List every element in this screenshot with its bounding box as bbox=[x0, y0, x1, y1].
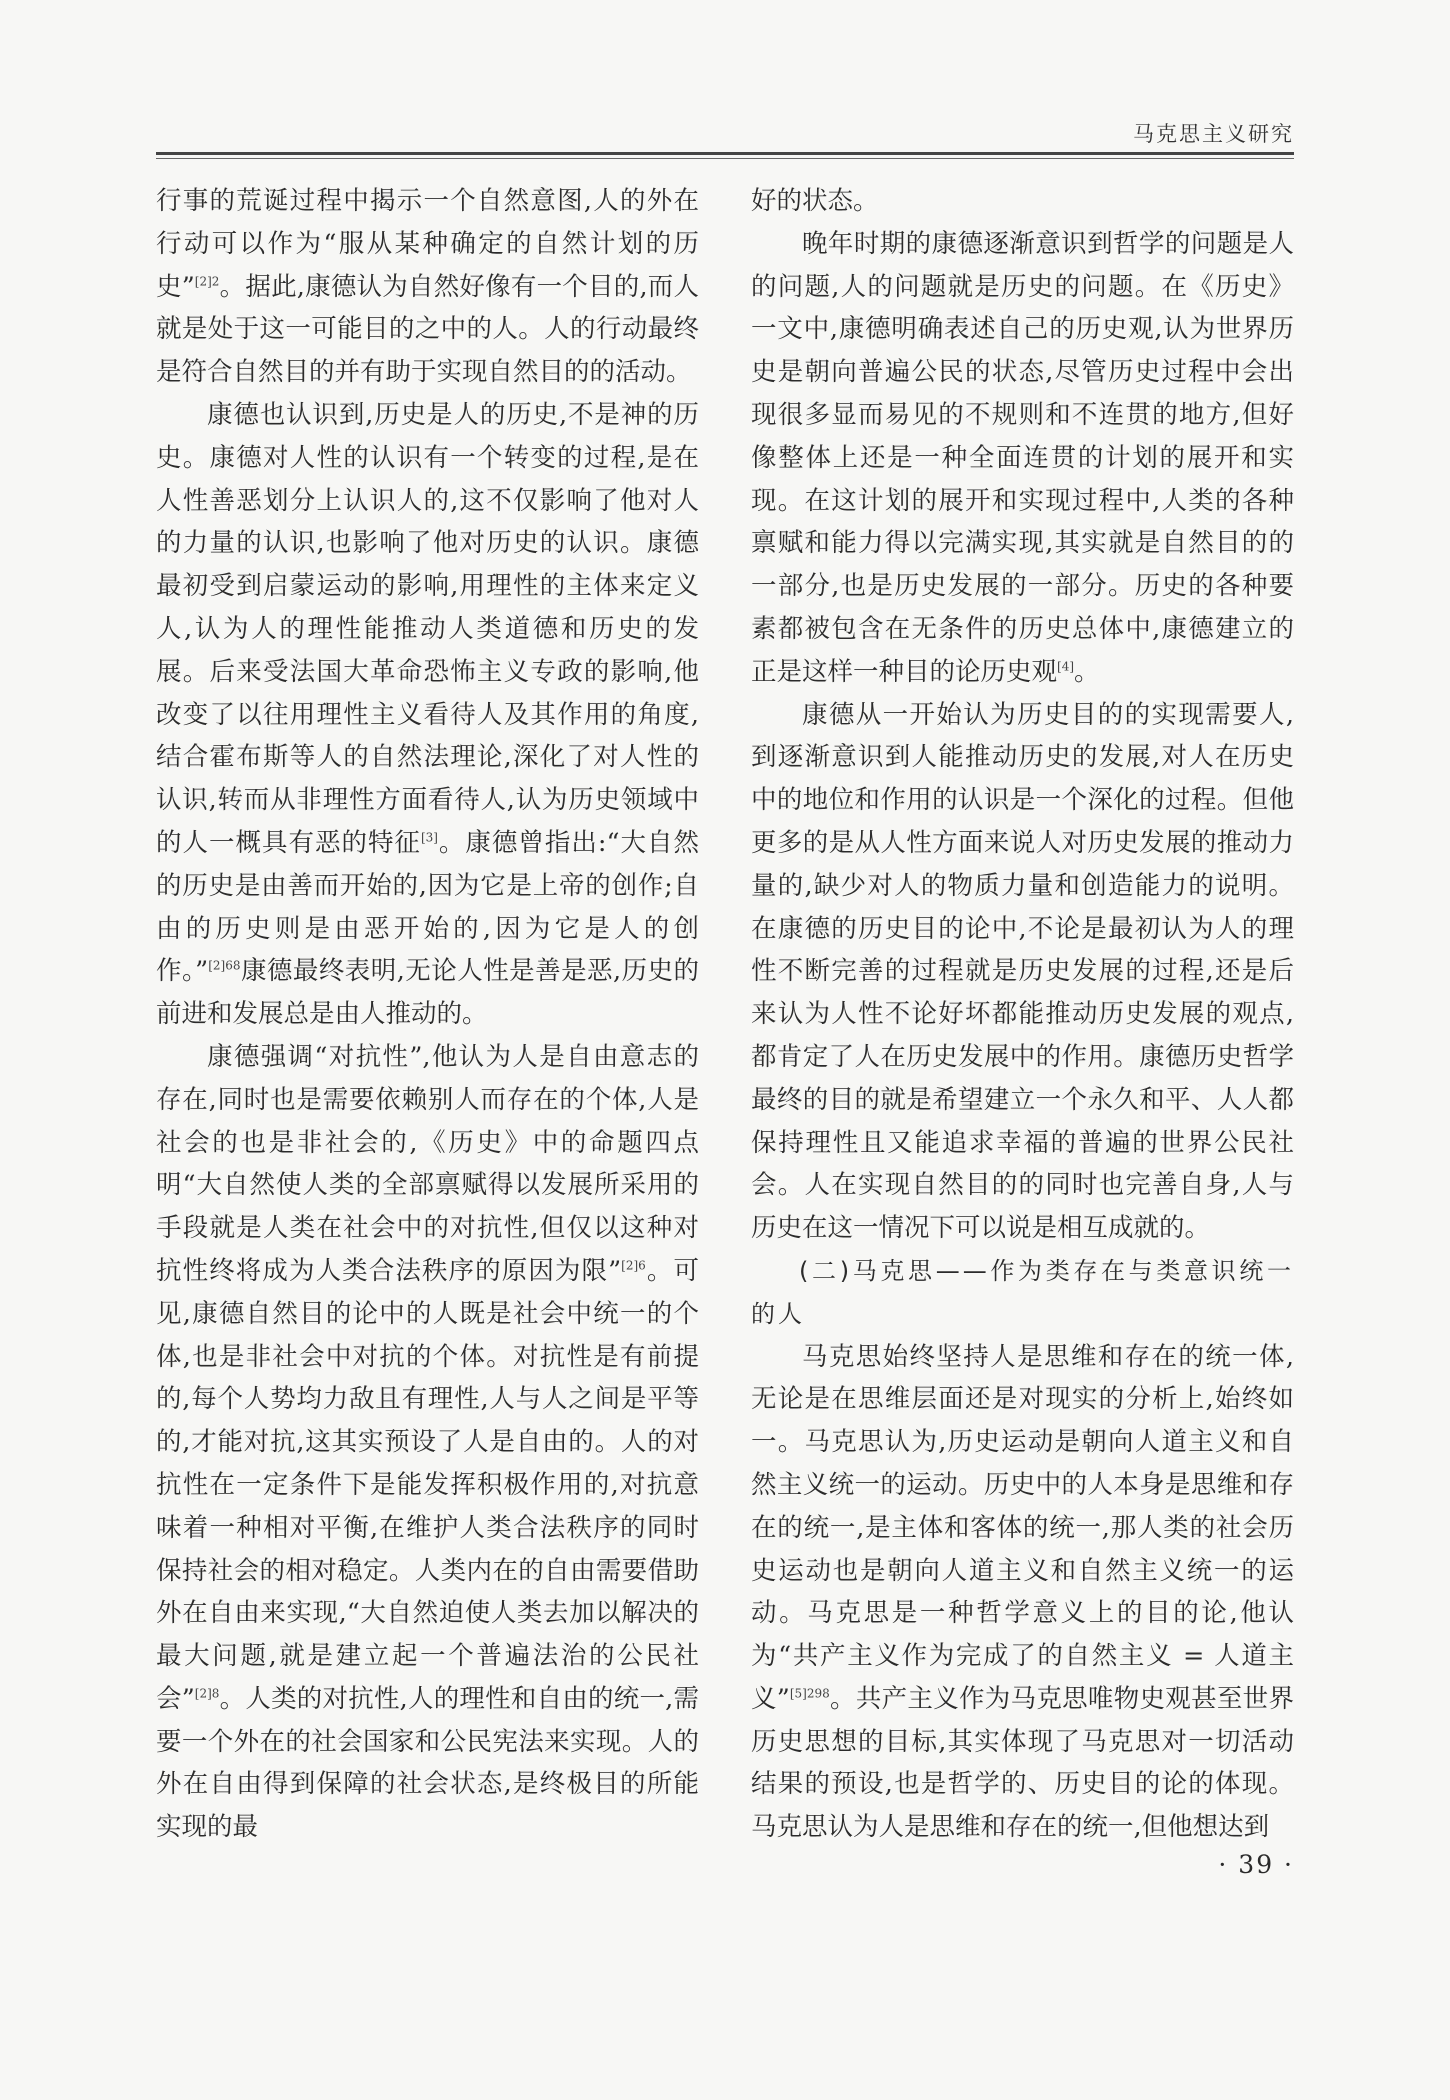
left-column bbox=[156, 180, 699, 1849]
page-number: · 39 · bbox=[1218, 1850, 1294, 1879]
citation: [2]2 bbox=[194, 274, 220, 289]
section-subheading: (二)马克思——作为类存在与类意识统一的人 bbox=[751, 1256, 1294, 1328]
paragraph-text: 。可见,康德自然目的论中的人既是社会中统一的个体,也是非社会中对抗的个体。对抗性是有前提的,每个人势均力敌且有理性,人与人之间是平等的,才能对抗,这其实预设了人是自由的。人的对抗性在一定条件下是能发挥积极作用的,对抗意味着一种相对平衡,在维护人类合法秩序的同时保持社会的相对稳定。人类内在的自由需要借助外在自由来实现,“大自然迫使人类去加以解决的最大问题,就是建立起一个普遍法治的公民社会” bbox=[156, 1255, 699, 1714]
paragraph-text: 康德强调“对抗性”,他认为人是自由意志的存在,同时也是需要依赖别人而存在的个体,人是社会的也是非社会的,《历史》中的命题四点明“大自然使人类的全部禀赋得以发展所采用的手段就是人类在社会中的对抗性,但仅以这种对抗性终将成为人类合法秩序的原因为限” bbox=[156, 1041, 699, 1286]
journal-header-title: 马克思主义研究 bbox=[1133, 122, 1294, 146]
citation: [3] bbox=[420, 830, 438, 845]
paragraph-text: 康德也认识到,历史是人的历史,不是神的历史。康德对人性的认识有一个转变的过程,是在人性善恶划分上认识人的,这不仅影响了他对人的力量的认识,也影响了他对历史的认识。康德最初受到启蒙运动的影响,用理性的主体来定义人,认为人的理性能推动人类道德和历史的发展。后来受法国大革命恐怖主义专政的影响,他改变了以往用理性主义看待人及其作用的角度,结合霍布斯等人的自然法理论,深化了对人性的认识,转而从非理性方面看待人,认为历史领域中的人一概具有恶的特征 bbox=[156, 399, 699, 858]
paragraph-text: 。共产主义作为马克思唯物史观甚至世界历史思想的目标,其实体现了马克思对一切活动结果的预设,也是哲学的、历史目的论的体现。马克思认为人是思维和存在的统一,但他想达到 bbox=[751, 1683, 1294, 1843]
paragraph bbox=[156, 180, 699, 394]
paragraph-text: 马克思始终坚持人是思维和存在的统一体,无论是在思维层面还是对现实的分析上,始终如一。马克思认为,历史运动是朝向人道主义和自然主义统一的运动。历史中的人本身是思维和存在的统一,是主体和客体的统一,那人类的社会历史运动也是朝向人道主义和自然主义统一的运动。马克思是一种哲学意义上的目的论,他认为“共产主义作为完成了的自然主义 = 人道主义” bbox=[751, 1341, 1294, 1714]
paragraph bbox=[156, 394, 699, 1036]
paragraph-text: 。 bbox=[1074, 656, 1100, 687]
paragraph-text: 康德最终表明,无论人性是善是恶,历史的前进和发展总是由人推动的。 bbox=[156, 956, 699, 1030]
paragraph bbox=[156, 1036, 699, 1849]
paragraph bbox=[751, 1336, 1294, 1850]
paragraph bbox=[751, 223, 1294, 694]
paragraph-text: 行事的荒诞过程中揭示一个自然意图,人的外在行动可以作为“服从某种确定的自然计划的历史” bbox=[156, 186, 699, 302]
citation: [5]298 bbox=[789, 1686, 830, 1701]
paragraph-text: 。康德曾指出:“大自然的历史是由善而开始的,因为它是上帝的创作;自由的历史则是由恶开始的,因为它是人的创作。” bbox=[156, 827, 699, 987]
paragraph-text: 。人类的对抗性,人的理性和自由的统一,需要一个外在的社会国家和公民宪法来实现。人的外在自由得到保障的社会状态,是终极目的所能实现的最 bbox=[156, 1683, 699, 1843]
citation: [2]6 bbox=[621, 1258, 646, 1273]
header-rule-thick bbox=[156, 152, 1294, 155]
citation: [4] bbox=[1057, 659, 1075, 674]
citation: [2]8 bbox=[194, 1686, 220, 1701]
header-rule-thin bbox=[156, 158, 1294, 159]
paragraph: 康德从一开始认为历史目的的实现需要人,到逐渐意识到人能推动历史的发展,对人在历史中的地位和作用的认识是一个深化的过程。但他更多的是从人性方面来说人对历史发展的推动力量的,缺少对人的物质力量和创造能力的说明。在康德的历史目的论中,不论是最初认为人的理性不断完善的过程就是历史发展的过程,还是后来认为人性不论好坏都能推动历史发展的观点,都肯定了人在历史发展中的作用。康德历史哲学最终的目的就是希望建立一个永久和平、人人都保持理性且又能追求幸福的普遍的世界公民社会。人在实现自然目的的同时也完善自身,人与历史在这一情况下可以说是相互成就的。 bbox=[751, 699, 1294, 1244]
right-column bbox=[751, 180, 1294, 1849]
paragraph-text: 晚年时期的康德逐渐意识到哲学的问题是人的问题,人的问题就是历史的问题。在《历史》一文中,康德明确表述自己的历史观,认为世界历史是朝向普遍公民的状态,尽管历史过程中会出现很多显而易见的不规则和不连贯的地方,但好像整体上还是一种全面连贯的计划的展开和实现。在这计划的展开和实现过程中,人类的各种禀赋和能力得以完满实现,其实就是自然目的的一部分,也是历史发展的一部分。历史的各种要素都被包含在无条件的历史总体中,康德建立的正是这样一种目的论历史观 bbox=[751, 228, 1294, 687]
citation: [2]68 bbox=[208, 958, 241, 973]
paragraph: 好的状态。 bbox=[751, 186, 879, 216]
paragraph-text: 。据此,康德认为自然好像有一个目的,而人就是处于这一可能目的之中的人。人的行动最终是符合自然目的并有助于实现自然目的的活动。 bbox=[156, 271, 699, 388]
